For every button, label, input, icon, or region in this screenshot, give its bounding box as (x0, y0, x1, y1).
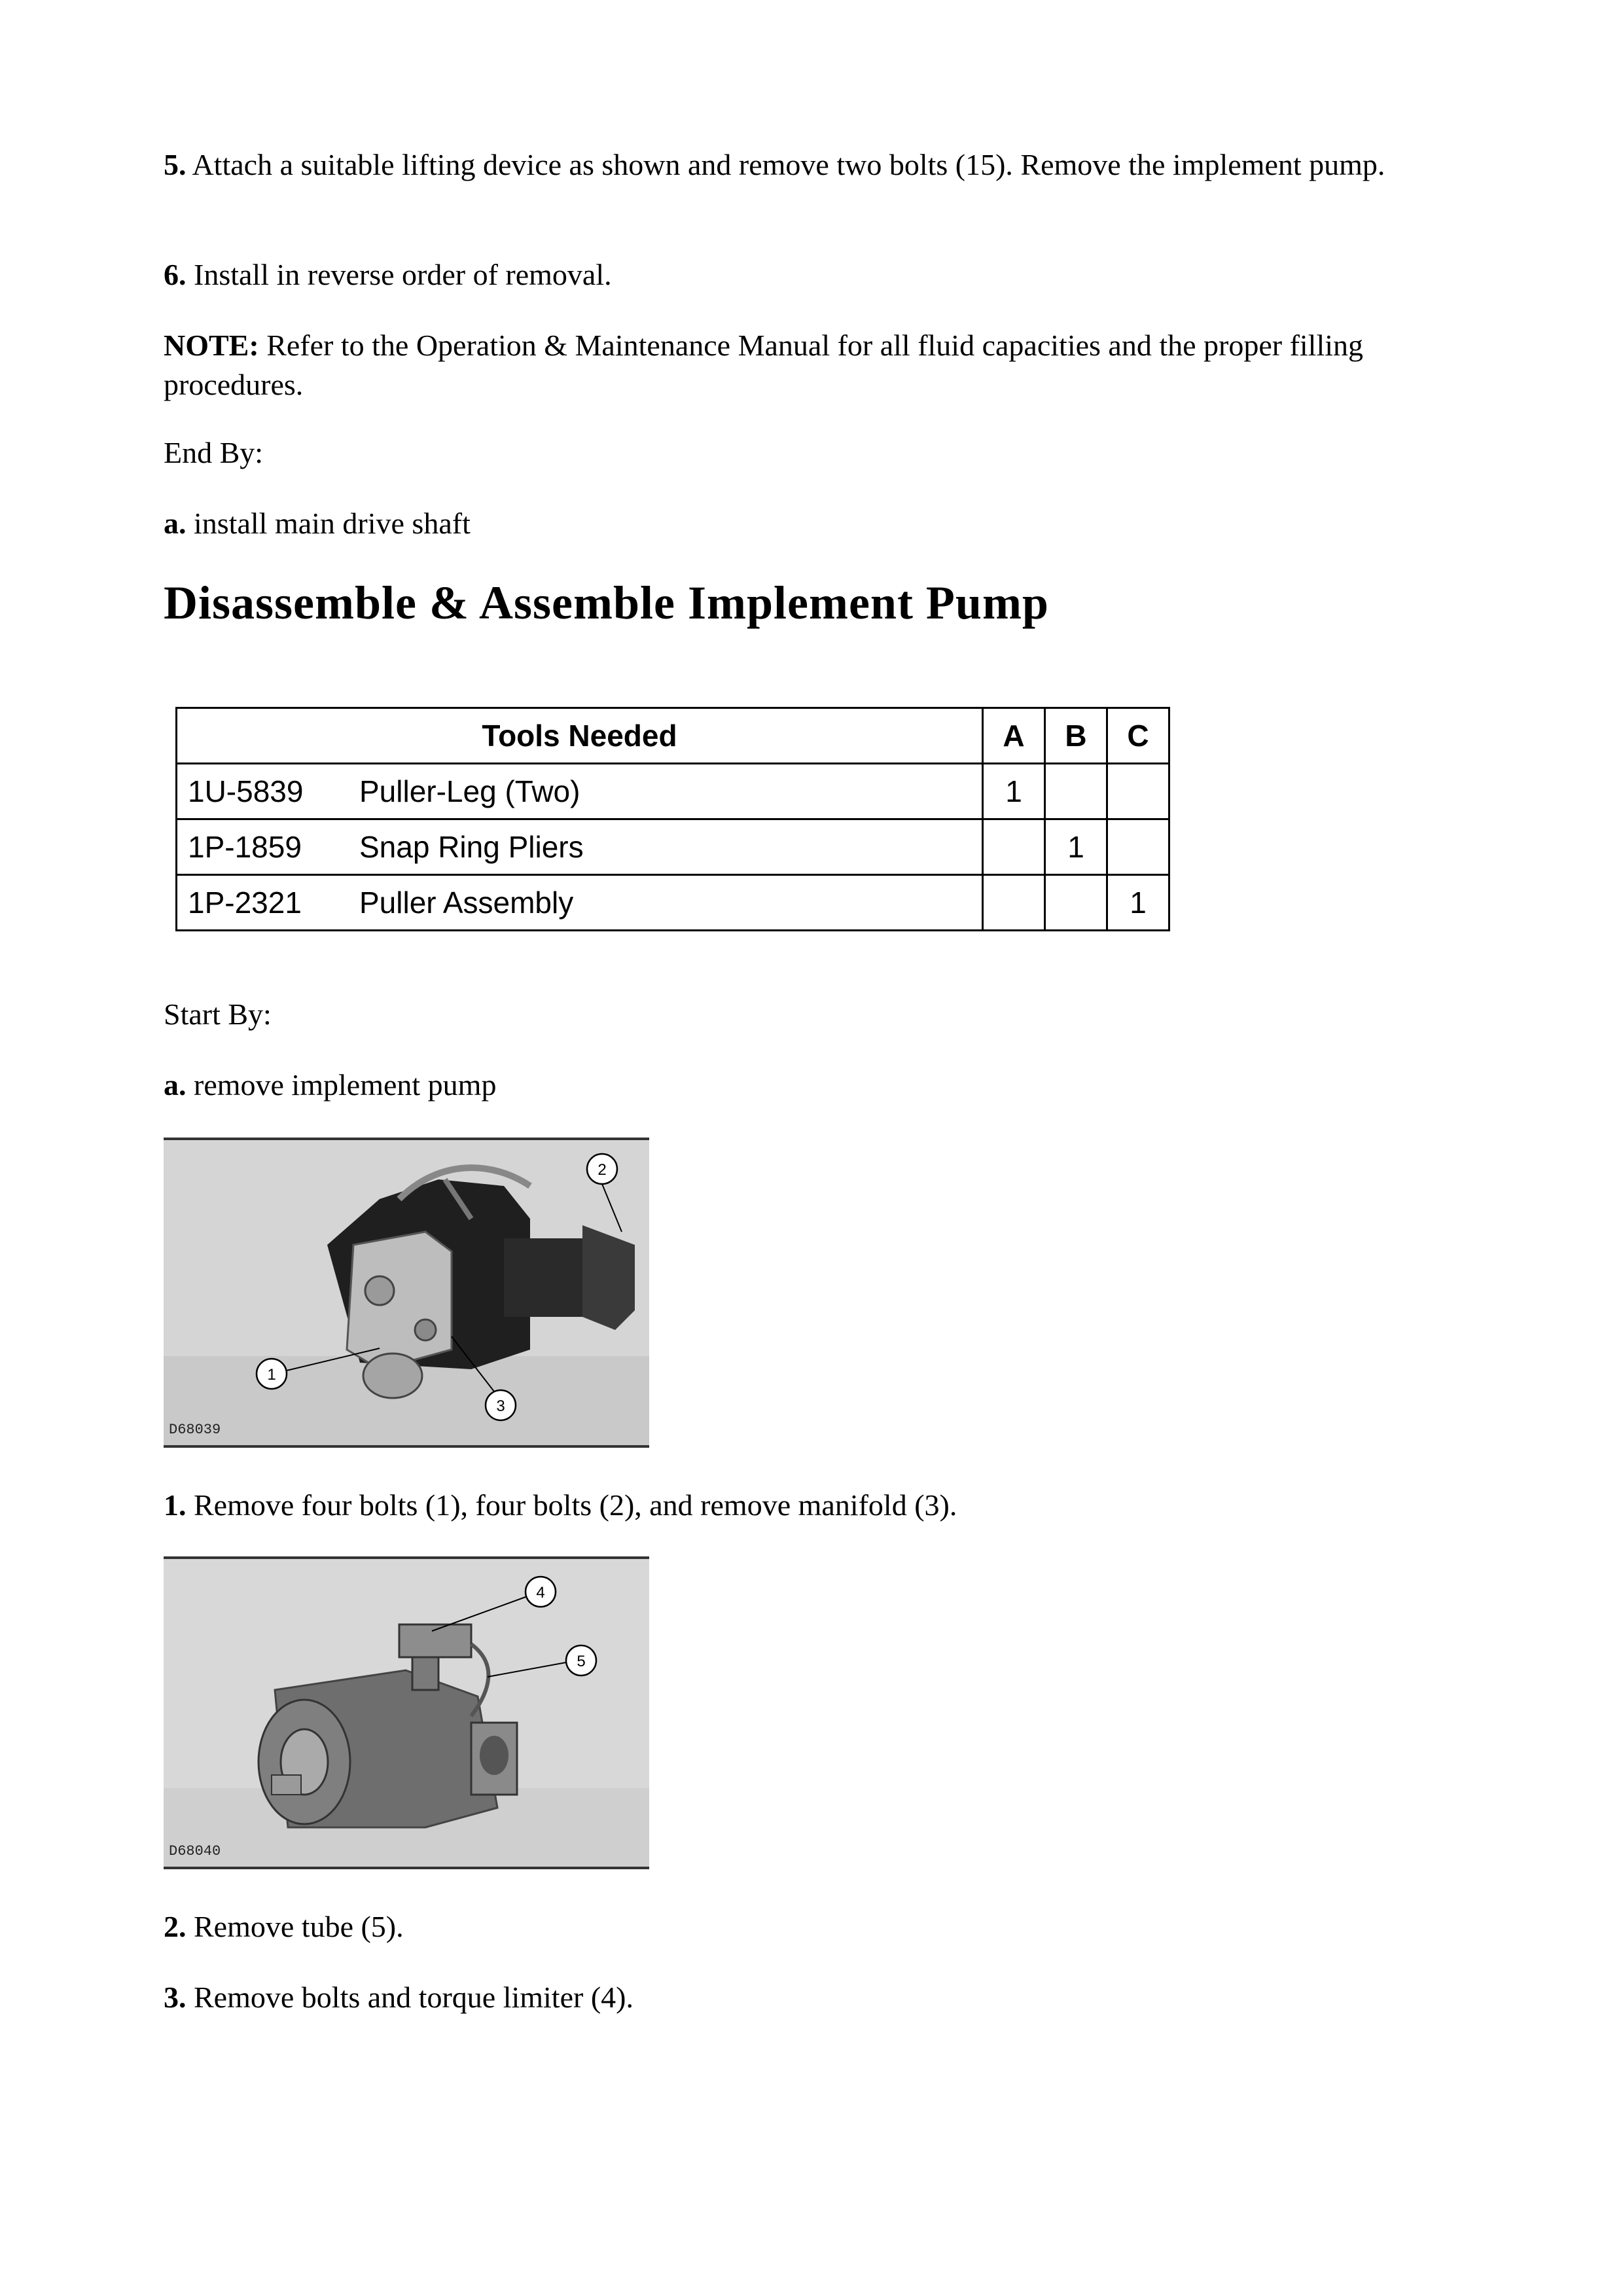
end-by-item-letter: a. (164, 507, 187, 540)
callout-4-number: 4 (536, 1584, 545, 1602)
col-a-header: A (983, 708, 1045, 764)
end-by-item (164, 504, 1433, 543)
step-2 (164, 1907, 1433, 1946)
table-row (177, 875, 1169, 931)
step-1 (164, 1486, 1433, 1525)
section-heading: Disassemble & Assemble Implement Pump (164, 577, 1049, 629)
end-by-item-text: install main drive shaft (186, 507, 471, 540)
qty-c (1107, 764, 1169, 819)
qty-c: 1 (1107, 875, 1169, 931)
note (164, 326, 1433, 404)
step-2-number: 2. (164, 1910, 187, 1943)
note-label: NOTE: (164, 329, 259, 362)
qty-b: 1 (1045, 819, 1107, 875)
figure-d68039 (164, 1138, 649, 1448)
step-5 (164, 145, 1433, 185)
qty-a (983, 875, 1045, 931)
tools-needed-header: Tools Needed (177, 708, 983, 764)
table-row (177, 764, 1169, 819)
tool-name: Puller Assembly (349, 875, 983, 931)
figure-2-id: D68040 (169, 1843, 221, 1859)
step-2-text: Remove tube (5). (186, 1910, 404, 1943)
step-1-number: 1. (164, 1488, 187, 1522)
step-6-number: 6. (164, 258, 187, 291)
end-by-label: End By: (164, 436, 264, 469)
col-b-header: B (1045, 708, 1107, 764)
pump-manifold-photo (164, 1140, 649, 1445)
note-text: Refer to the Operation & Maintenance Manual for all fluid capacities and the proper filling procedures. (164, 329, 1364, 401)
tools-needed-table (175, 707, 1170, 929)
step-3-number: 3. (164, 1981, 187, 2014)
tool-name: Snap Ring Pliers (349, 819, 983, 875)
qty-b (1045, 875, 1107, 931)
part-number: 1U-5839 (177, 764, 349, 819)
callout-1-number: 1 (267, 1366, 276, 1384)
step-6-text: Install in reverse order of removal. (186, 258, 612, 291)
tool-name: Puller-Leg (Two) (349, 764, 983, 819)
start-by-item-text: remove implement pump (186, 1068, 497, 1102)
callout-3-number: 3 (496, 1397, 505, 1415)
step-5-text: Attach a suitable lifting device as shown and remove two bolts (15). Remove the implement pump. (186, 148, 1385, 181)
col-c-header: C (1107, 708, 1169, 764)
pump-tube-limiter-photo (164, 1559, 649, 1867)
start-by-item (164, 1066, 1433, 1105)
table-row (177, 819, 1169, 875)
figure-1-id: D68039 (169, 1422, 221, 1438)
step-1-text: Remove four bolts (1), four bolts (2), and remove manifold (3). (186, 1488, 957, 1522)
tools-table-header-row (177, 708, 1169, 764)
qty-a (983, 819, 1045, 875)
qty-a: 1 (983, 764, 1045, 819)
start-by-label: Start By: (164, 997, 272, 1031)
step-3-text: Remove bolts and torque limiter (4). (186, 1981, 633, 2014)
step-3 (164, 1978, 1433, 2017)
part-number: 1P-2321 (177, 875, 349, 931)
figure-d68040 (164, 1556, 649, 1869)
part-number: 1P-1859 (177, 819, 349, 875)
step-5-number: 5. (164, 148, 187, 181)
start-by-item-letter: a. (164, 1068, 187, 1102)
qty-b (1045, 764, 1107, 819)
callout-2-number: 2 (597, 1161, 607, 1179)
callout-5-number: 5 (577, 1653, 586, 1670)
step-6 (164, 255, 1433, 295)
qty-c (1107, 819, 1169, 875)
